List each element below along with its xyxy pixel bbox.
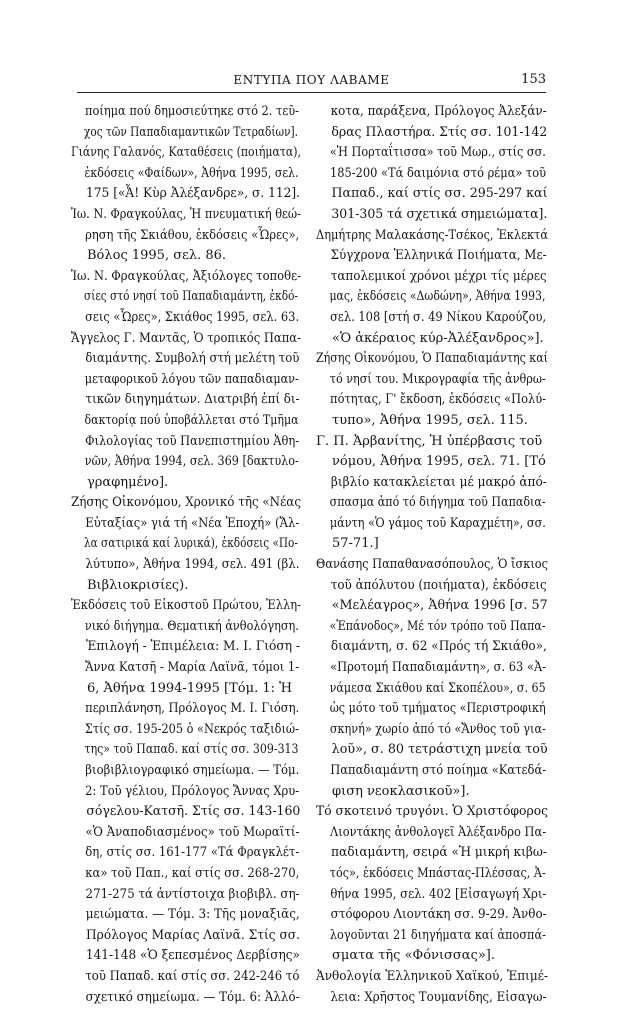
left-column xyxy=(71,102,301,1008)
text-line: κοτα, παράξενα, Πρόλογος Ἀλεξάν- xyxy=(330,104,547,119)
text-line: Ἰω. Ν. Φραγκούλας, Ἀξιόλογες τοποθε- xyxy=(71,268,302,284)
text-line: φιση νεοκλασικοῦ»]. xyxy=(332,783,470,799)
text-line: τικῶν διηγημάτων. Διατριβή ἐπί δι- xyxy=(85,392,300,408)
text-line: διαμάντης. Συμβολή στή μελέτη τοῦ xyxy=(85,351,300,367)
text-line: στόφορου Λιοντάκη σσ. 9-29. Ἀνθο- xyxy=(330,907,547,923)
text-line: «Ὁ ἀκέραιος κύρ-Ἀλέξανδρος»]. xyxy=(332,330,544,346)
running-head: ΕΝΤΥΠΑ ΠΟΥ ΛΑΒΑΜΕ xyxy=(233,73,390,87)
text-line: τοῦ Παπαδ. καί στίς σσ. 242-246 τό xyxy=(85,968,300,984)
text-line: περιπλάνηση, Πρόλογος Μ. Ι. Γιόση. xyxy=(85,701,300,717)
text-line: μειώματα. — Τόμ. 3: Τῆς μοναξιᾶς, xyxy=(85,907,300,923)
text-line: τοῦ ἀπόλυτου (ποιήματα), ἐκδόσεις xyxy=(330,577,547,593)
text-line: Γ. Π. Ἀρβανίτης, Ἡ ὑπέρβασις τοῦ xyxy=(316,433,543,449)
text-line: νόμου, Ἀθήνα 1995, σελ. 71. [Τό xyxy=(332,454,546,470)
text-line: «Ἡ Πορταΐτισσα» τοῦ Μωρ., στίς σσ. xyxy=(329,145,546,161)
text-line: Ἄννα Κατσῆ - Μαρία Λαϊνᾶ, τόμοι 1- xyxy=(85,660,300,676)
text-line: νῶν, Ἀθήνα 1994, σελ. 369 [δακτυλο- xyxy=(84,454,299,470)
text-line: κα» τοῦ Παπ., καί στίς σσ. 268-270, xyxy=(85,865,300,881)
text-line: 301-305 τά σχετικά σημειώματα]. xyxy=(331,206,548,222)
text-line: «Μελέαγρος», Ἀθήνα 1996 [σ. 57 xyxy=(331,598,548,614)
text-line: σκηνή» χωρίο ἀπό τό «Ἄνθος τοῦ για- xyxy=(329,721,546,737)
text-line: Στίς σσ. 195-205 ὁ «Νεκρός ταξιδιώ- xyxy=(84,721,299,737)
text-line: Πρόλογος Μαρίας Λαϊνᾶ. Στίς σσ. xyxy=(86,927,301,943)
text-line: 175 [«Ἆ! Κὺρ Ἀλέξανδρε», σ. 112]. xyxy=(86,186,301,202)
text-line: Λιοντάκης ἀνθολογεῖ Ἀλέξανδρο Πα- xyxy=(330,824,547,840)
text-line: Ἐπιλογή - Ἐπιμέλεια: Μ. Ι. Γιόση - xyxy=(85,639,300,655)
text-line: μεταφορικοῦ λόγου τῶν παπαδιαμαν- xyxy=(84,371,299,387)
text-line: Δημήτρης Μαλακάσης-Τσέκος, Ἐκλεκτά xyxy=(316,227,548,243)
text-line: δη, στίς σσ. 161-177 «Τά Φραγκλέτ- xyxy=(85,845,300,861)
text-line: «Ὁ Ἀναποδιασμένος» τοῦ Μωραϊτί- xyxy=(85,824,300,840)
text-line: ποίημα πού δημοσιεύτηκε στό 2. τεῦ- xyxy=(85,104,300,119)
page-header xyxy=(77,73,546,91)
text-line: 2: Τοῦ γέλιου, Πρόλογος Ἄννας Χρυ- xyxy=(85,783,300,799)
text-line: Ζήσης Οἰκονόμου, Ὁ Παπαδιαμάντης καί xyxy=(316,351,549,367)
text-line: σίες στό νησί τοῦ Παπαδιαμάντη, ἐκδό- xyxy=(83,289,298,305)
text-line: ὡς μότο τοῦ τμήματος «Περιστροφική xyxy=(329,701,546,717)
right-column xyxy=(316,102,548,1008)
text-line: 185-200 «Τά δαιμόνια στό ρέμα» τοῦ xyxy=(330,165,547,181)
text-line: δακτορίᾳ πού ὑποβάλλεται στό Τμῆμα xyxy=(84,412,299,428)
text-line: Ἰω. Ν. Φραγκούλας, Ἡ πνευματική θεώ- xyxy=(71,206,301,222)
text-line: μας, ἐκδόσεις «Δωδώνη», Ἀθήνα 1993, xyxy=(329,289,546,305)
text-line: σόγελου-Κατσῆ. Στίς σσ. 143-160 xyxy=(86,804,301,820)
text-line: Ζήσης Οἰκονόμου, Χρονικό τῆς «Νέας xyxy=(71,495,301,511)
text-line: σεις «Ὧρες», Σκιάθος 1995, σελ. 63. xyxy=(85,309,300,325)
text-line: τό νησί του. Μικρογραφία τῆς ἀνθρω- xyxy=(329,371,546,387)
text-line: ταπολεμικοί χρόνοι μέχρι τίς μέρες xyxy=(330,268,547,284)
text-line: θήνα 1995, σελ. 402 [Εἰσαγωγή Χρι- xyxy=(330,886,547,902)
text-line: ἐκδόσεις «Φαίδων», Ἀθήνα 1995, σελ. xyxy=(84,165,299,181)
text-line: σπασμα ἀπό τό διήγημα τοῦ Παπαδια- xyxy=(329,495,546,511)
text-line: 141-148 «Ὁ ξεπεσμένος Δερβίσης» xyxy=(85,948,300,964)
text-line: χος τῶν Παπαδιαμαντικῶν Τετραδίων]. xyxy=(83,124,298,140)
text-line: Τό σκοτεινό τρυγόνι. Ὁ Χριστόφορος xyxy=(316,804,549,820)
header-rule xyxy=(77,92,546,93)
text-line: 57-71.] xyxy=(332,536,379,552)
text-line: λοῦ», σ. 80 τετράστιχη μνεία τοῦ xyxy=(331,742,548,758)
text-line: Ἄγγελος Γ. Μαντᾶς, Ὁ τροπικός Παπα- xyxy=(71,330,301,346)
text-line: λύτυπο», Ἀθήνα 1994, σελ. 491 (βλ. xyxy=(85,557,300,573)
text-line: γραφημένο]. xyxy=(87,474,169,490)
text-line: βιοβιβλιογραφικό σημείωμα. — Τόμ. xyxy=(85,763,300,778)
text-line: μάντη «Ὁ γάμος τοῦ Καραχμέτη», σσ. xyxy=(329,515,546,531)
text-line: ρηση τῆς Σκιάθου, ἐκδόσεις «Ὧρες», xyxy=(85,227,300,243)
text-line: Σύγχρονα Ἑλληνικά Ποιήματα, Με- xyxy=(330,248,547,264)
text-line: τυπο», Ἀθήνα 1995, σελ. 115. xyxy=(332,412,528,428)
text-line: τός», ἐκδόσεις Μπάστας-Πλέσσας, Ἀ- xyxy=(329,865,546,881)
text-line: Παπαδιαμάντη στό ποίημα «Κατεδά- xyxy=(330,763,547,778)
text-line: Θανάσης Παπαθανασόπουλος, Ὁ ἴσκιος xyxy=(316,557,549,573)
text-line: διαμάντη, σ. 62 «Πρός τή Σκιάθο», xyxy=(330,639,547,655)
text-line: Παπαδ., καί στίς σσ. 295-297 καί xyxy=(331,186,548,202)
text-line: βιβλίο κατακλείεται μέ μακρό ἀπό- xyxy=(330,474,547,490)
text-line: σελ. 108 [στή σ. 49 Νίκου Καρούζου, xyxy=(330,309,547,325)
text-line: «Ἐπάνοδος», Μέ τόν τρόπο τοῦ Παπα- xyxy=(329,618,546,634)
text-line: 271-275 τά ἀντίστοιχα βιοβιβλ. ση- xyxy=(85,886,300,902)
text-line: Εὐταξίας» γιά τή «Νέα Ἐποχή» (Ἄλ- xyxy=(85,515,300,531)
text-line: λεια: Χρῆστος Τουμανίδης, Εἰσαγω- xyxy=(330,989,547,1005)
text-line: Βιβλιοκρισίες). xyxy=(87,577,189,593)
text-line: Βόλος 1995, σελ. 86. xyxy=(87,248,226,264)
text-line: της» τοῦ Παπαδ. καί στίς σσ. 309-313 xyxy=(84,742,299,758)
text-line: νάμεσα Σκιάθου καί Σκοπέλου», σ. 65 xyxy=(329,680,546,696)
text-line: «Προτομή Παπαδιαμάντη», σ. 63 «Ἀ- xyxy=(330,660,547,676)
text-line: σχετικό σημείωμα. — Τόμ. 6: Ἀλλό- xyxy=(85,989,300,1005)
text-line: δρας Πλαστήρα. Στίς σσ. 101-142 xyxy=(331,124,548,140)
page-number: 153 xyxy=(521,72,546,87)
text-line: σματα τῆς «Φόνισσας»]. xyxy=(332,948,496,964)
text-line: 6, Ἀθήνα 1994-1995 [Τόμ. 1: Ἡ xyxy=(87,680,293,696)
text-line: λα σατιρικά καί λυρικά), ἐκδόσεις «Πο- xyxy=(83,536,298,552)
text-line: λογοῦνται 21 διηγήματα καί ἀποσπά- xyxy=(329,927,546,943)
text-line: νικό διήγημα. Θεματική ἀνθολόγηση. xyxy=(84,618,299,634)
text-line: Ἐκδόσεις τοῦ Εἰκοστοῦ Πρώτου, Ἑλλη- xyxy=(71,598,301,614)
text-line: Ἀνθολογία Ἑλληνικοῦ Χαϊκού, Ἐπιμέ- xyxy=(316,968,549,984)
text-line: Φιλολογίας τοῦ Πανεπιστημίου Ἀθη- xyxy=(85,433,300,449)
text-line: πότητας, Γ' ἔκδοση, ἐκδόσεις «Πολύ- xyxy=(330,392,547,408)
text-line: Γιάνης Γαλανός, Καταθέσεις (ποιήματα), xyxy=(71,145,301,161)
text-line: παδιαμάντη, σειρά «Ἡ μικρή κιβω- xyxy=(330,845,547,861)
